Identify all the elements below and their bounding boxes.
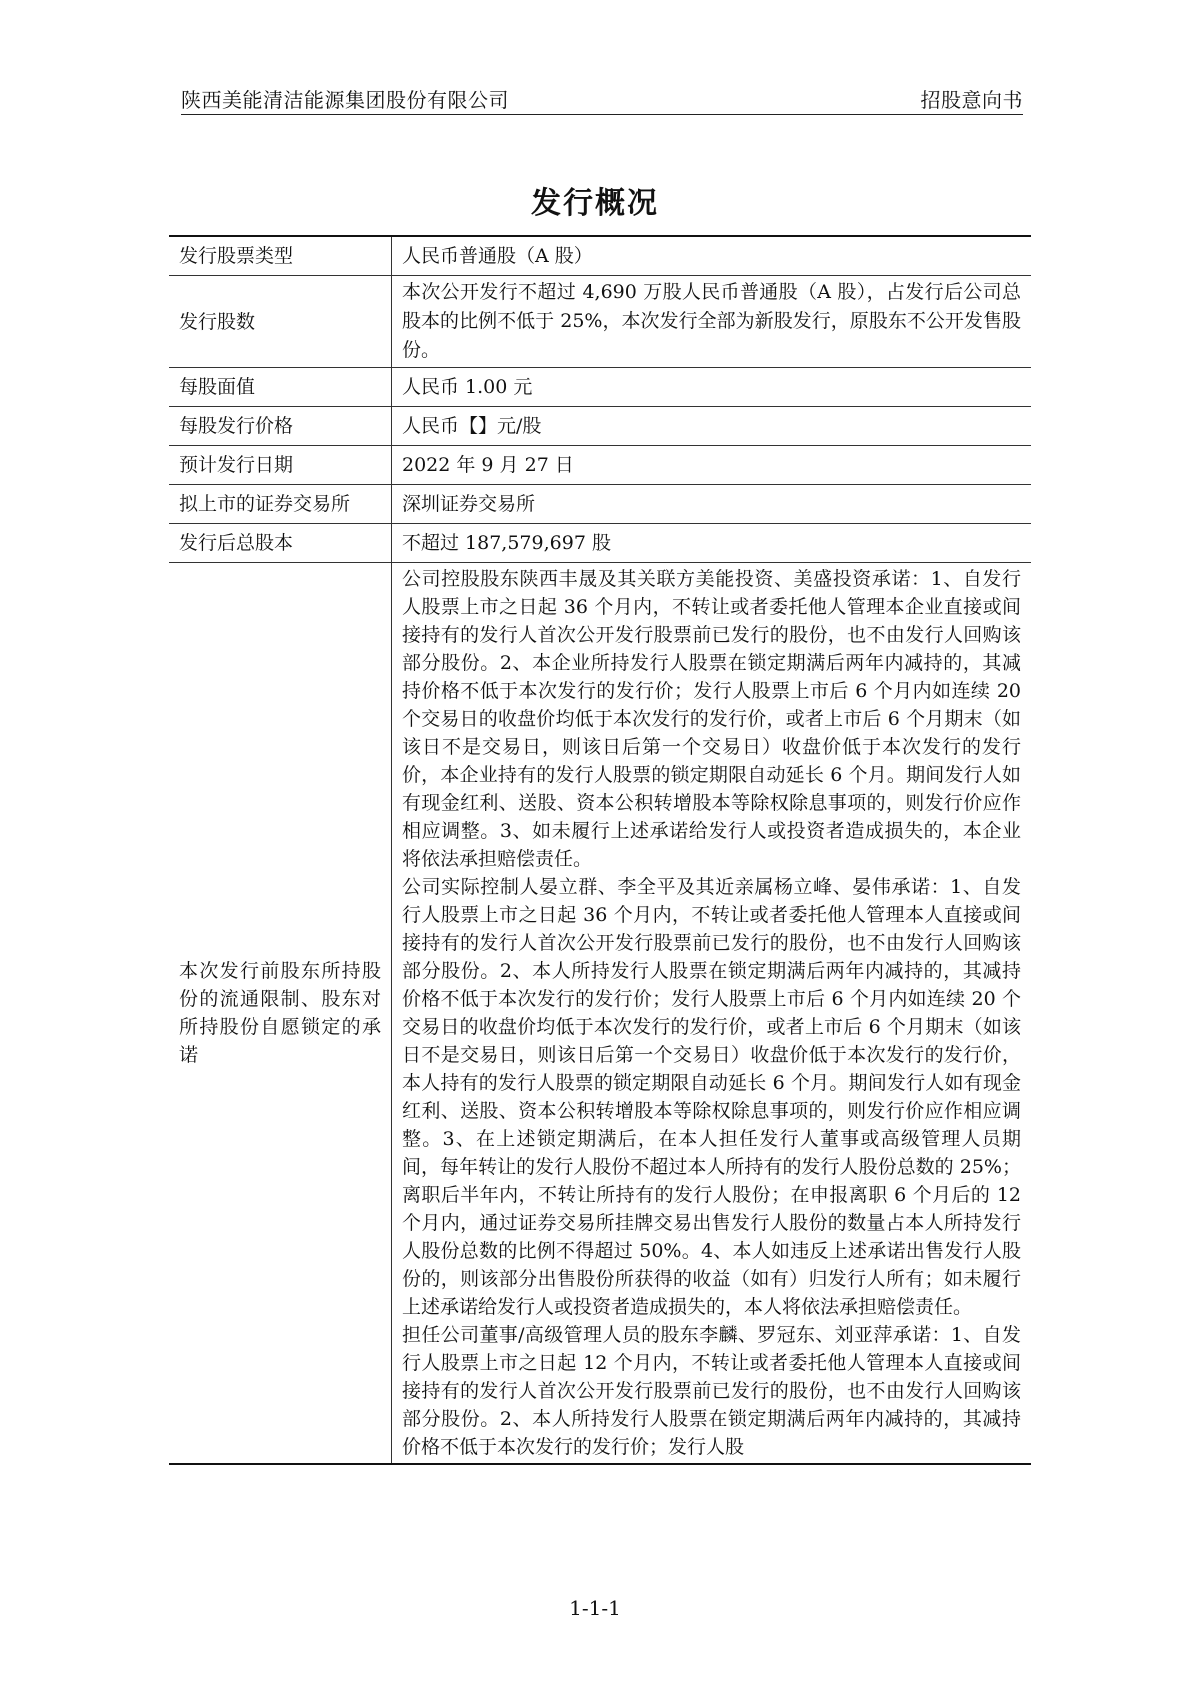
row-label: 每股面值: [169, 368, 392, 407]
page-number: 1-1-1: [569, 1596, 621, 1620]
row-value: 本次公开发行不超过 4,690 万股人民币普通股（A 股），占发行后公司总股本的比例不低于 25%，本次发行全部为新股发行，原股东不公开发售股份。: [392, 276, 1032, 368]
row-value: 人民币【】元/股: [392, 407, 1032, 446]
row-label: 拟上市的证券交易所: [169, 485, 392, 524]
row-label: 发行股数: [169, 276, 392, 368]
table-row: [169, 368, 1031, 407]
offering-summary-table: [169, 235, 1031, 1465]
row-label: 发行后总股本: [169, 524, 392, 563]
table-row: [169, 276, 1031, 368]
table-row-lockup: [169, 563, 1031, 1465]
page-title: 发行概况: [531, 186, 659, 221]
table-row: [169, 407, 1031, 446]
page-header: [181, 84, 1023, 115]
table-row: [169, 236, 1031, 276]
row-label: 发行股票类型: [169, 236, 392, 276]
table-row: [169, 485, 1031, 524]
row-value: 2022 年 9 月 27 日: [392, 446, 1032, 485]
header-document-type: 招股意向书: [920, 88, 1023, 112]
row-label: 预计发行日期: [169, 446, 392, 485]
table-row: [169, 524, 1031, 563]
row-value: 人民币普通股（A 股）: [392, 236, 1032, 276]
row-value: 深圳证券交易所: [392, 485, 1032, 524]
lockup-commitments: [392, 563, 1032, 1465]
lockup-paragraph-director-shareholders: 担任公司董事/高级管理人员的股东李麟、罗冠东、刘亚萍承诺：1、自发行人股票上市之日起 12 个月内，不转让或者委托他人管理本人直接或间接持有的发行人首次公开发行股票前已发行的股份，也不由发行人回购该部分股份。2、本人所持发行人股票在锁定期满后两年内减持的，其减持价格不低于本次发行的发行价；发行人股: [402, 1324, 1021, 1458]
lockup-label: 本次发行前股东所持股份的流通限制、股东对所持股份自愿锁定的承诺: [169, 563, 392, 1465]
row-label: 每股发行价格: [169, 407, 392, 446]
lockup-paragraph-actual-controller: 公司实际控制人晏立群、李全平及其近亲属杨立峰、晏伟承诺：1、自发行人股票上市之日起 36 个月内，不转让或者委托他人管理本人直接或间接持有的发行人首次公开发行股票前已发行的股份，也不由发行人回购该部分股份。2、本人所持发行人股票在锁定期满后两年内减持的，其减持价格不低于本次发行的发行价；发行人股票上市后 6 个月内如连续 20 个交易日的收盘价均低于本次发行的发行价，或者上市后 6 个月期末（如该日不是交易日，则该日后第一个交易日）收盘价低于本次发行的发行价，本人持有的发行人股票的锁定期限自动延长 6 个月。期间发行人如有现金红利、送股、资本公积转增股本等除权除息事项的，则发行价应作相应调整。3、在上述锁定期满后，在本人担任发行人董事或高级管理人员期间，每年转让的发行人股份不超过本人所持有的发行人股份总数的 25%；离职后半年内，不转让所持有的发行人股份；在申报离职 6 个月后的 12 个月内，通过证券交易所挂牌交易出售发行人股份的数量占本人所持发行人股份总数的比例不得超过 50%。4、本人如违反上述承诺出售发行人股份的，则该部分出售股份所获得的收益（如有）归发行人所有；如未履行上述承诺给发行人或投资者造成损失的，本人将依法承担赔偿责任。: [402, 876, 1021, 1318]
row-value: 不超过 187,579,697 股: [392, 524, 1032, 563]
table-row: [169, 446, 1031, 485]
row-value: 人民币 1.00 元: [392, 368, 1032, 407]
header-company-name: 陕西美能清洁能源集团股份有限公司: [181, 88, 509, 112]
lockup-paragraph-controlling-shareholder: 公司控股股东陕西丰晟及其关联方美能投资、美盛投资承诺：1、自发行人股票上市之日起 36 个月内，不转让或者委托他人管理本企业直接或间接持有的发行人首次公开发行股票前已发行的股份，也不由发行人回购该部分股份。2、本企业所持发行人股票在锁定期满后两年内减持的，其减持价格不低于本次发行的发行价；发行人股票上市后 6 个月内如连续 20 个交易日的收盘价均低于本次发行的发行价，或者上市后 6 个月期末（如该日不是交易日，则该日后第一个交易日）收盘价低于本次发行的发行价，本企业持有的发行人股票的锁定期限自动延长 6 个月。期间发行人如有现金红利、送股、资本公积转增股本等除权除息事项的，则发行价应作相应调整。3、如未履行上述承诺给发行人或投资者造成损失的，本企业将依法承担赔偿责任。: [402, 568, 1021, 870]
